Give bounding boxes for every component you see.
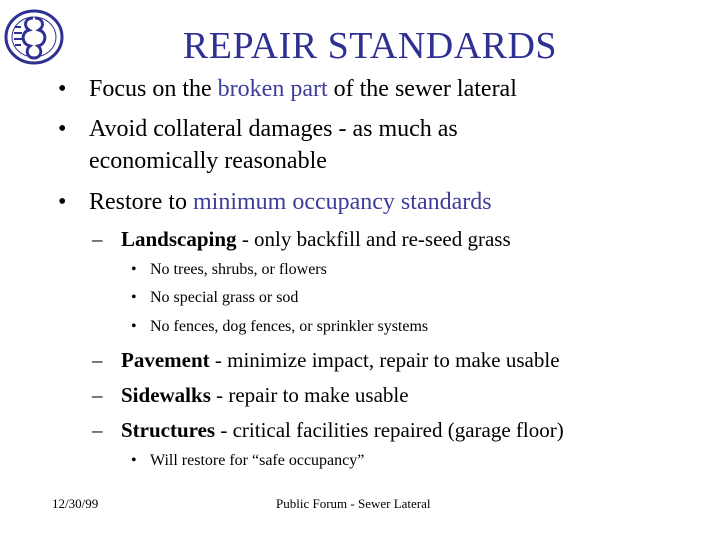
footer-title: Public Forum - Sewer Lateral [276, 496, 431, 511]
dash-glyph: – [92, 227, 103, 251]
sub-item-heading: Landscaping [121, 227, 237, 251]
sub-item-detail: - only backfill and re-seed grass [236, 227, 511, 251]
sub-item-detail: - critical facilities repaired (garage floor) [215, 418, 564, 442]
sub-item-detail: - minimize impact, repair to make usable [209, 348, 560, 372]
sub-item-text [121, 347, 560, 373]
bullet-glyph: • [58, 116, 67, 142]
detail-text: No special grass or sod [150, 289, 299, 306]
highlight-text: minimum occupancy standards [192, 189, 492, 215]
dash-glyph: – [92, 348, 103, 372]
dash-glyph: – [92, 383, 103, 407]
bullet-text-part: of the sewer lateral [327, 76, 517, 102]
bullet-glyph: • [131, 318, 137, 335]
bullet-text-part: Focus on the [89, 76, 218, 102]
dash-glyph: – [92, 418, 103, 442]
bullet-text-line-2: economically reasonable [89, 148, 327, 174]
bullet-text [89, 74, 517, 104]
detail-text: Will restore for “safe occupancy” [150, 452, 365, 469]
bullet-text [89, 187, 492, 217]
sub-item-heading: Pavement [121, 348, 210, 372]
bullet-glyph: • [58, 76, 67, 102]
sub-item-detail: - repair to make usable [210, 383, 409, 407]
sub-item-text [121, 382, 409, 408]
sub-item-heading: Structures [121, 418, 216, 442]
bullet-glyph: • [131, 289, 137, 306]
bullet-text-part: Restore to [89, 189, 193, 215]
highlight-text: broken part [217, 76, 328, 102]
detail-text: No fences, dog fences, or sprinkler systems [150, 318, 429, 335]
footer-date: 12/30/99 [52, 496, 99, 511]
bullet-glyph: • [131, 452, 137, 469]
detail-text: No trees, shrubs, or flowers [150, 261, 327, 278]
sub-item-text [121, 417, 564, 443]
bullet-glyph: • [58, 189, 67, 215]
bullet-text-line-1: Avoid collateral damages - as much as [89, 116, 458, 142]
bullet-glyph: • [131, 261, 137, 278]
sub-item-heading: Sidewalks [121, 383, 211, 407]
slide-title: REPAIR STANDARDS [182, 25, 558, 67]
sub-item-text [121, 226, 511, 252]
